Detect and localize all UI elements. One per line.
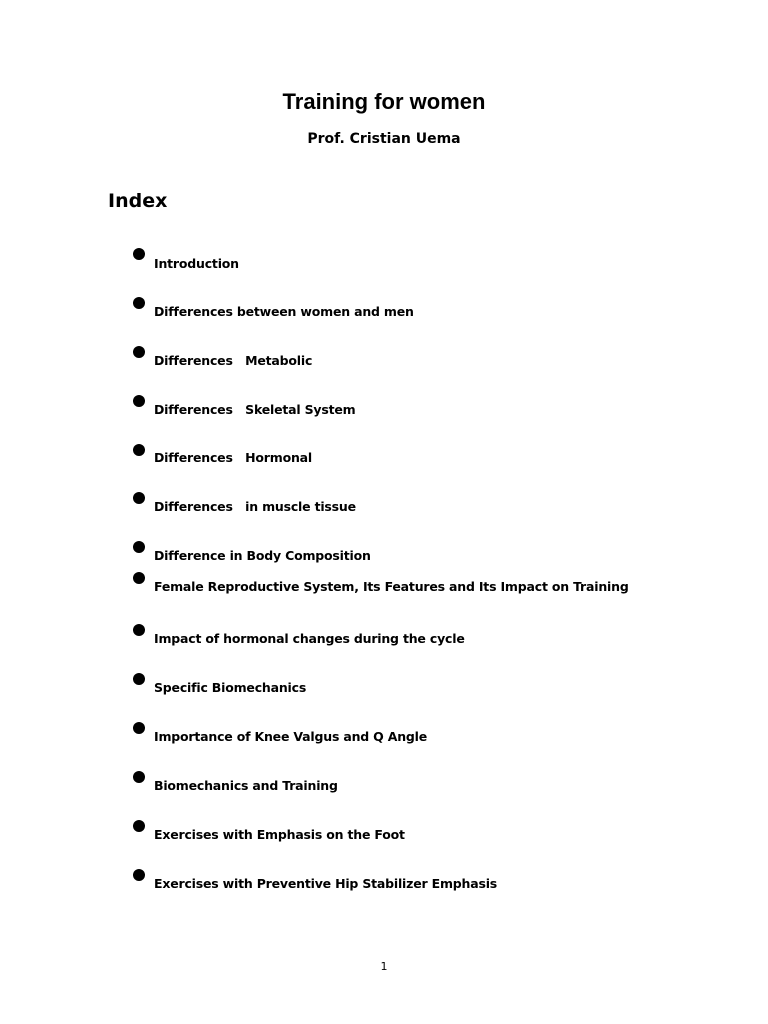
index-item (0, 395, 700, 417)
bullet-icon (133, 572, 145, 584)
bullet-icon (133, 771, 145, 783)
index-item (0, 673, 700, 695)
index-item (0, 492, 700, 514)
index-item-label: Differences Skeletal System (154, 402, 356, 417)
index-item-label: Female Reproductive System, Its Features and Its Impact on Training (154, 579, 629, 594)
bullet-icon (133, 820, 145, 832)
index-item-label: Biomechanics and Training (154, 778, 338, 793)
index-item-label: Differences Hormonal (154, 450, 312, 465)
index-item-label: Specific Biomechanics (154, 680, 307, 695)
index-item-label: Difference in Body Composition (154, 548, 371, 563)
bullet-icon (133, 722, 145, 734)
index-item (0, 346, 700, 368)
index-item (0, 624, 700, 646)
bullet-icon (133, 297, 145, 309)
index-item-label: Impact of hormonal changes during the cycle (154, 631, 465, 646)
document-title: Training for women (282, 89, 486, 114)
index-item-label: Importance of Knee Valgus and Q Angle (154, 729, 428, 744)
index-item (0, 771, 700, 793)
index-item (0, 297, 700, 319)
index-item-label: Exercises with Emphasis on the Foot (154, 827, 405, 842)
bullet-icon (133, 346, 145, 358)
page-number: 1 (380, 960, 388, 973)
index-item-label: Exercises with Preventive Hip Stabilizer Emphasis (154, 876, 498, 891)
index-item-label: Differences Metabolic (154, 353, 313, 368)
index-item (0, 869, 700, 891)
index-item-label: Introduction (154, 256, 239, 271)
bullet-icon (133, 492, 145, 504)
index-item (0, 444, 700, 466)
bullet-icon (133, 869, 145, 881)
bullet-icon (133, 444, 145, 456)
bullet-icon (133, 395, 145, 407)
bullet-icon (133, 541, 145, 553)
index-item-label: Differences between women and men (154, 304, 414, 319)
bullet-icon (133, 624, 145, 636)
index-item (0, 722, 700, 744)
index-item-label: Differences in muscle tissue (154, 499, 356, 514)
index-item (0, 820, 700, 842)
document-author: Prof. Cristian Uema (307, 131, 461, 147)
bullet-icon (133, 673, 145, 685)
index-item (0, 248, 700, 270)
index-item (0, 541, 700, 563)
index-heading: Index (108, 190, 168, 212)
bullet-icon (133, 248, 145, 260)
index-item (0, 572, 700, 594)
